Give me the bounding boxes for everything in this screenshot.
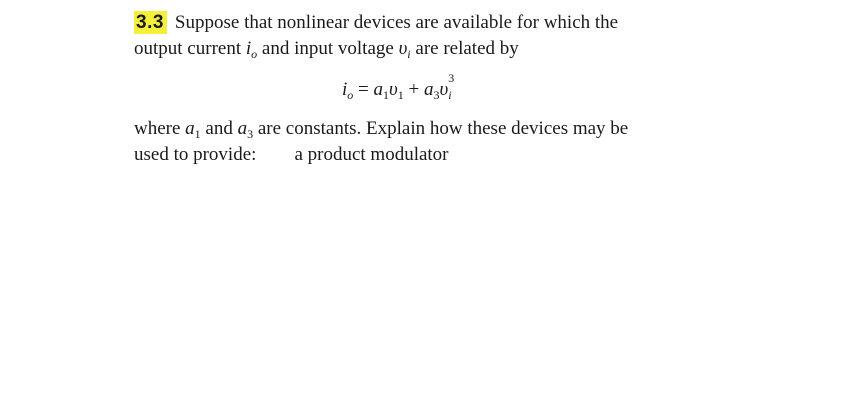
var-io-sub: o (251, 47, 258, 61)
text-product-modulator: a product modulator (294, 144, 449, 165)
text-constants-explain: are constants. Explain how these devices may be (253, 118, 629, 139)
text-input-voltage: and input voltage (257, 38, 399, 59)
var-io: i (245, 38, 252, 59)
var-a3: a (237, 118, 248, 139)
problem-text-line-1: Suppose that nonlinear devices are available for which the (174, 12, 619, 33)
eq-a3: a (423, 79, 434, 100)
text-used-to-provide: used to provide: (134, 144, 257, 165)
question-line-2 (134, 142, 734, 168)
eq-a1: a (373, 79, 383, 100)
problem-statement (134, 10, 714, 62)
problem-line-2 (134, 36, 714, 62)
eq-v3-sup: 3 (448, 71, 455, 85)
text-and: and (200, 118, 238, 139)
text-where: where (134, 118, 186, 139)
eq-lhs: i (342, 79, 348, 100)
question-paragraph (134, 116, 734, 168)
var-a3-sub: 3 (247, 127, 254, 141)
var-a1: a (185, 118, 195, 139)
text-related-by: are related by (410, 38, 519, 59)
var-a1-sub: 1 (194, 127, 201, 141)
eq-plus: + (408, 79, 420, 100)
eq-a3-sub: 3 (433, 88, 440, 102)
text-output-current: output current (134, 38, 246, 59)
eq-v1-sub: 1 (397, 88, 404, 102)
eq-a1-sub: 1 (383, 88, 389, 102)
eq-v1: υ (389, 79, 398, 100)
var-vi-sub: i (407, 47, 411, 61)
eq-lhs-sub: o (347, 88, 354, 102)
eq-equals: = (358, 79, 369, 100)
var-vi: υ (398, 38, 408, 59)
problem-line-1 (134, 10, 714, 36)
question-line-1 (134, 116, 734, 142)
equation (342, 71, 456, 102)
eq-v3: υ (439, 79, 449, 100)
eq-v3-indices (448, 71, 456, 102)
eq-v3-sub: i (448, 88, 452, 102)
problem-number: 3.3 (134, 11, 167, 34)
